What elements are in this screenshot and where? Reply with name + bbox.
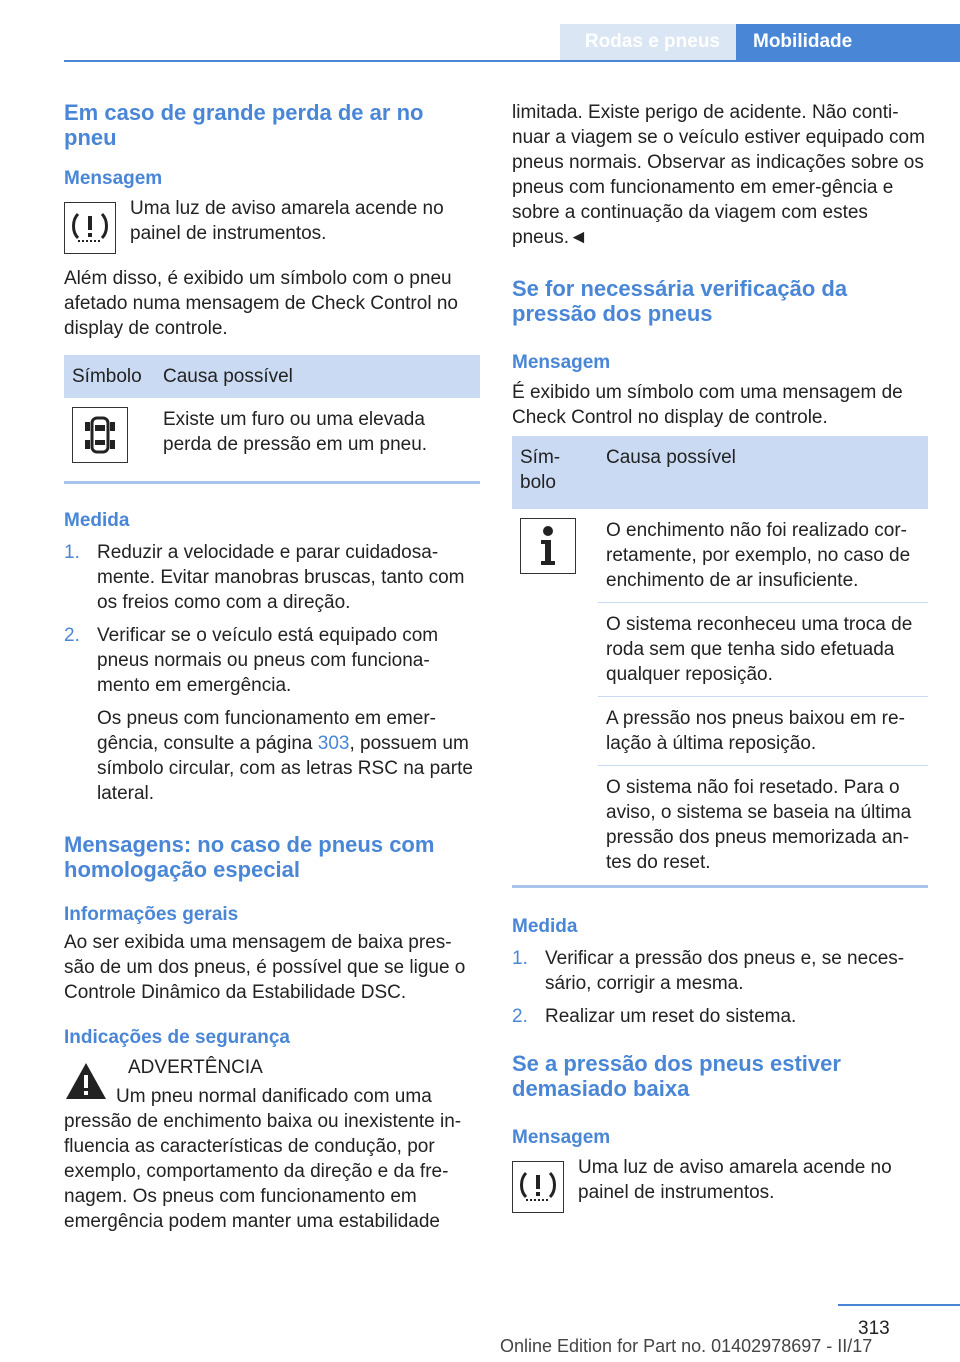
table-row xyxy=(512,509,928,603)
header-rule xyxy=(64,60,960,62)
table-cell-cause: O sistema reconheceu uma troca de roda sem que tenha sido efetuada qualquer reposição. xyxy=(598,603,928,697)
edition-footer: Online Edition for Part no. 01402978697 - II/17 xyxy=(500,1336,873,1356)
general-info-text: Ao ser exibida uma mensagem de baixa pres‐são de um dos pneus, é possível que se ligue o Controle Dinâmico da Estabilidade DSC. xyxy=(64,932,466,1003)
heading-safety: Indicações de segurança xyxy=(64,1027,290,1048)
right-column xyxy=(512,100,928,1213)
symbol-table xyxy=(64,355,480,481)
heading-big-air-loss: Em caso de grande perda de ar no pneu xyxy=(64,100,424,150)
heading-message: Mensagem xyxy=(512,1127,611,1148)
list-item: 2. Verificar se o veículo está equipado com pneus normais ou pneus com funciona‐mento em emergência. xyxy=(64,625,439,696)
table-cell-cause: A pressão nos pneus baixou em re‐lação à última reposição. xyxy=(598,697,928,766)
paragraph-check-control: Além disso, é exibido um símbolo com o pneu afetado numa mensagem de Check Control no display de controle. xyxy=(64,268,458,339)
heading-measure: Medida xyxy=(512,916,578,937)
message-row xyxy=(64,196,480,254)
measure-list xyxy=(512,946,928,1029)
table-cell-cause: Existe um furo ou uma elevada perda de pressão em um pneu. xyxy=(163,409,428,455)
warning-triangle-icon xyxy=(64,1061,114,1106)
column-header-symbol: Sím‐bolo xyxy=(512,436,598,509)
table-end-rule xyxy=(64,481,480,484)
table-end-rule xyxy=(512,885,928,888)
table-header-row xyxy=(512,436,928,509)
heading-special-tires: Mensagens: no caso de pneus com homologação especial xyxy=(64,832,435,882)
table-header-row xyxy=(64,355,480,398)
continued-text: limitada. Existe perigo de acidente. Não conti‐nuar a viagem se o veículo estiver equipado com pneus normais. Observar as indicações sobre os pneus com funcionamento em emer‐gência e sobre a continuação da viagem com estes pneus.◄ xyxy=(512,102,925,248)
list-item: 2. Realizar um reset do sistema. xyxy=(512,1006,797,1027)
list-item: 1. Reduzir a velocidade e parar cuidadosa‐mente. Evitar manobras bruscas, tanto com os freios como com a direção. xyxy=(64,542,465,613)
rsc-note: Os pneus com funcionamento em emer‐gência, consulte a página 303, possuem um símbolo circular, com as letras RSC na parte lateral. xyxy=(97,708,473,804)
table-row xyxy=(64,398,480,481)
message-text: Uma luz de aviso amarela acende no painel de instrumentos. xyxy=(578,1157,892,1203)
heading-general-info: Informações gerais xyxy=(64,904,239,925)
message-text: Uma luz de aviso amarela acende no painel de instrumentos. xyxy=(130,198,444,244)
header-chapter-tab: Mobilidade xyxy=(736,24,960,60)
heading-message: Mensagem xyxy=(64,168,163,189)
measure-list xyxy=(64,540,480,698)
warning-text: Um pneu normal danificado com uma pressão de enchimento baixa ou inexistente in‐fluencia as características de condução, por exemplo, comportamento da direção e da fre‐nagem. Os pneus com funcionamento em emergência podem manter uma estabilidade xyxy=(64,1086,462,1232)
tire-pressure-warning-icon xyxy=(512,1161,564,1213)
table-cell-cause: O enchimento não foi realizado cor‐retamente, por exemplo, no caso de enchimento de ar insuficiente. xyxy=(598,509,928,603)
list-item: 1. Verificar a pressão dos pneus e, se neces‐sário, corrigir a mesma. xyxy=(512,948,905,994)
left-column xyxy=(64,100,480,1234)
page-number: 313 xyxy=(858,1318,890,1339)
header-section-tab: Rodas e pneus xyxy=(560,24,736,60)
warning-title: ADVERTÊNCIA xyxy=(128,1057,263,1078)
tire-pressure-warning-icon xyxy=(64,202,116,254)
message-text: É exibido um símbolo com uma mensagem de Check Control no display de controle. xyxy=(512,382,903,428)
heading-measure: Medida xyxy=(64,510,130,531)
table-cell-cause: O sistema não foi resetado. Para o aviso, o sistema se baseia na última pressão dos pneus memorizada an‐tes do reset. xyxy=(606,777,912,873)
car-tire-icon xyxy=(72,407,128,463)
symbol-table xyxy=(512,436,928,885)
column-header-cause: Causa possível xyxy=(598,436,928,509)
footer-rule xyxy=(838,1304,960,1306)
heading-message: Mensagem xyxy=(512,352,611,373)
page-link-303[interactable]: 303 xyxy=(317,733,350,754)
info-icon xyxy=(520,518,576,574)
message-row xyxy=(512,1155,928,1213)
heading-check-pressure: Se for necessária verificação da pressão dos pneus xyxy=(512,276,848,326)
column-header-symbol: Símbolo xyxy=(64,355,155,398)
column-header-cause: Causa possível xyxy=(155,355,480,398)
heading-pressure-too-low: Se a pressão dos pneus estiver demasiado baixa xyxy=(512,1051,841,1101)
